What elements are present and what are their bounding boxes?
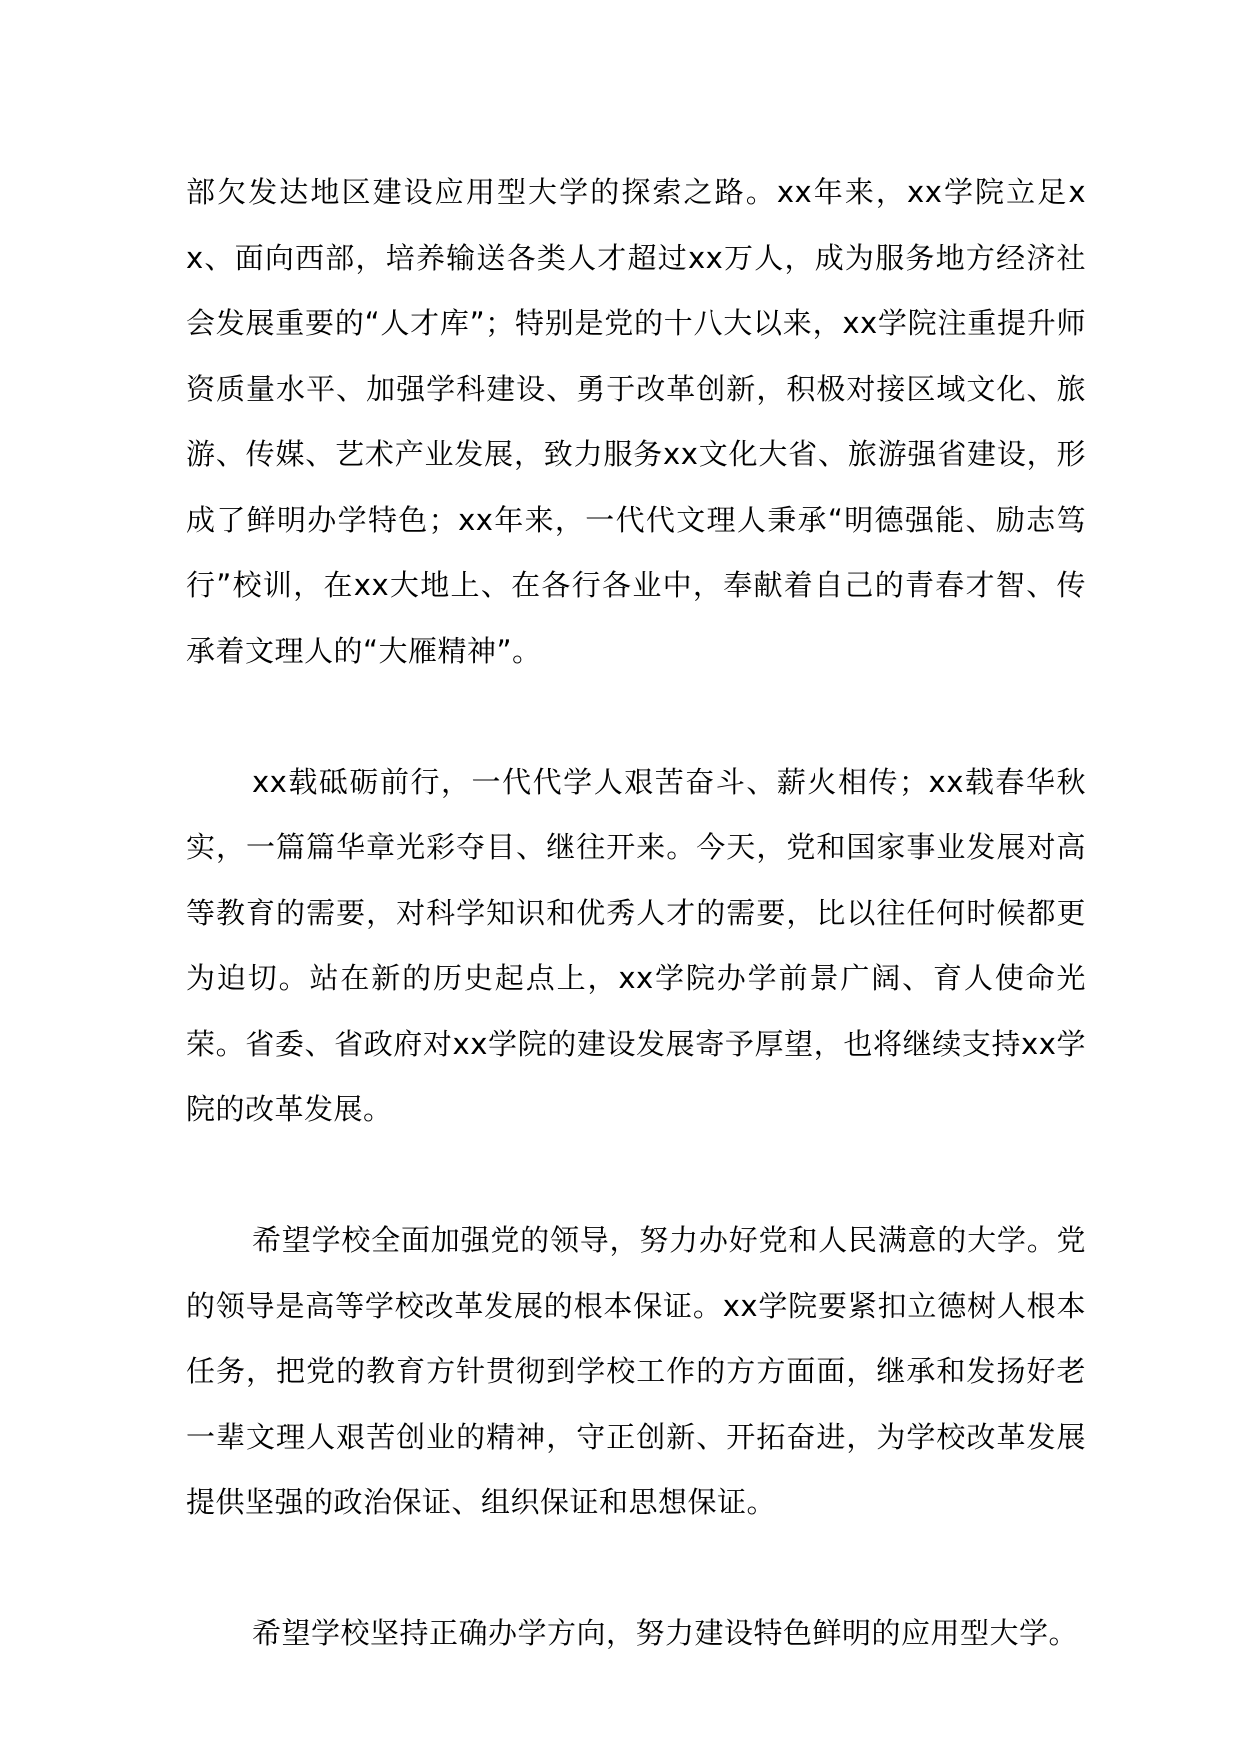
paragraph-4: 希望学校坚持正确办学方向，努力建设特色鲜明的应用型大学。 — [252, 1616, 1079, 1650]
document-body — [186, 160, 1086, 1667]
paragraph-2: xx载砥砺前行，一代代学人艰苦奋斗、薪火相传；xx载春华秋实，一篇篇华章光彩夺目、继往开来。今天，党和国家事业发展对高等教育的需要，对科学知识和优秀人才的需要，比以往任何时候都更为迫切。站在新的历史起点上，xx学院办学前景广阔、育人使命光荣。省委、省政府对xx学院的建设发展寄予厚望，也将继续支持xx学院的改革发展。 — [186, 764, 1086, 1126]
paragraph-1: 部欠发达地区建设应用型大学的探索之路。xx年来，xx学院立足xx、面向西部，培养输送各类人才超过xx万人，成为服务地方经济社会发展重要的“人才库”；特别是党的十八大以来，xx学院注重提升师资质量水平、加强学科建设、勇于改革创新，积极对接区域文化、旅游、传媒、艺术产业发展，致力服务xx文化大省、旅游强省建设，形成了鲜明办学特色；xx年来，一代代文理人秉承“明德强能、励志笃行”校训，在xx大地上、在各行各业中，奉献着自己的青春才智、传承着文理人的“大雁精神”。 — [186, 175, 1086, 668]
paragraph-3: 希望学校全面加强党的领导，努力办好党和人民满意的大学。党的领导是高等学校改革发展的根本保证。xx学院要紧扣立德树人根本任务，把党的教育方针贯彻到学校工作的方方面面，继承和发扬好老一辈文理人艰苦创业的精神，守正创新、开拓奋进，为学校改革发展提供坚强的政治保证、组织保证和思想保证。 — [186, 1223, 1086, 1519]
